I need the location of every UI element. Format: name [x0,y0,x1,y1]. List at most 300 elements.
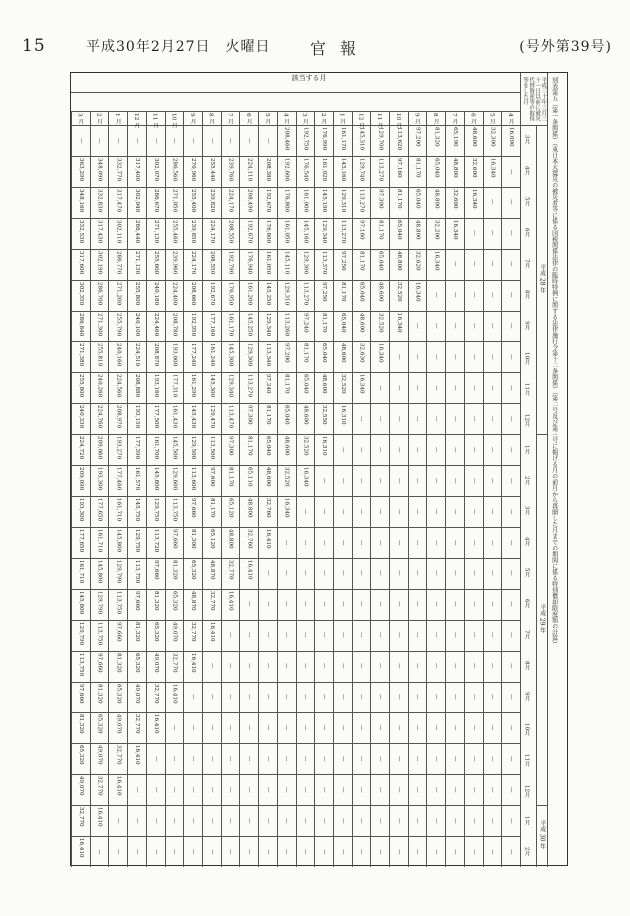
table-cell: 192,670 [265,188,272,212]
column-rule [239,111,240,867]
table-cell: — [414,354,421,360]
table-cell: 193,000 [171,343,178,367]
table-cell: — [321,632,328,638]
table-cell: 286,440 [134,219,141,243]
table-cell: 129,790 [96,590,103,614]
table-cell: — [433,384,440,391]
table-cell: 97,660 [152,559,159,580]
table-cell: — [395,848,402,855]
table-cell: — [433,292,440,298]
table-cell: — [358,601,365,607]
table-cell: 145,750 [134,498,141,522]
table-cell: 145,300 [208,374,215,398]
table-cell: — [358,632,365,638]
table-cell: 129,790 [115,559,122,583]
table-cell: 129,300 [302,250,309,274]
table-cell: — [433,570,440,577]
column-rule [71,111,72,867]
table-cell: 97,660 [96,652,103,673]
column-rule [90,111,91,867]
table-cell: — [227,632,234,638]
table-cell: — [433,632,440,638]
row-rule [71,774,520,775]
table-cell: 348,090 [96,157,103,182]
table-cell: — [246,786,253,793]
table-cell: 16,340 [302,467,309,487]
table-cell: — [339,446,346,453]
table-cell: 255,460 [171,219,178,243]
table-cell: — [227,725,234,731]
column-label: 1 月 [114,113,121,125]
table-cell: — [77,137,84,144]
table-cell: 129,750 [134,528,141,553]
row-label: 8月 [523,290,530,300]
table-cell: — [452,632,459,638]
table-cell: 16,340 [283,498,290,518]
column-rule [501,111,502,867]
table-cell: — [339,786,346,793]
table-cell: — [208,817,215,824]
column-label: 3 月 [301,113,308,125]
table-cell: — [265,786,272,793]
table-cell: — [508,694,515,700]
table-cell: 48,870 [190,590,197,611]
table-cell: 208,380 [265,157,272,182]
table-cell: 208,550 [208,250,215,274]
table-cell: — [171,786,178,793]
table-cell: — [489,786,496,793]
table-cell: 48,800 [414,219,421,240]
table-cell: 161,710 [77,559,84,583]
table-cell: — [395,415,402,422]
table-cell: 129,300 [246,343,253,367]
table-cell: — [302,663,309,669]
column-rule [483,111,484,867]
table-cell: — [489,446,496,453]
table-cell: 209,060 [96,436,103,460]
row-rule [71,805,520,806]
table-cell: — [508,786,515,793]
table-cell: 176,800 [265,219,272,243]
table-cell: — [452,384,459,391]
column-label: 1 月 [338,113,345,125]
row-label: 8月 [523,661,530,671]
column-label: 9 月 [413,113,420,125]
table-cell: 161,710 [115,498,122,522]
table-cell: — [339,508,346,515]
table-cell: — [433,354,440,360]
table-cell: — [208,786,215,793]
row-label: 3月 [523,506,530,516]
table-cell: 145,250 [246,312,253,336]
table-cell: — [358,786,365,793]
table-cell: 16,310 [339,405,346,425]
column-rule [277,111,278,867]
column-rule [183,111,184,867]
table-cell: — [321,570,328,577]
table-cell: — [265,632,272,638]
row-rule [71,589,520,590]
table-cell: 32,520 [339,374,346,394]
table-cell: 65,040 [339,312,346,333]
table-cell: 239,820 [208,188,215,212]
row-group-label: 平成 30 年 [538,820,546,850]
table-cell: — [377,508,384,515]
table-cell: — [452,323,459,329]
table-cell: — [508,477,515,484]
table-cell: 161,570 [134,467,141,491]
column-rule [389,111,390,867]
table-cell: — [414,508,421,515]
table-cell: — [265,755,272,762]
table-cell: 81,170 [339,281,346,302]
table-note-2: 平成三十年三月三十一日以前に被災代替資産等の取得等をした月 [522,77,547,121]
table-cell: 176,990 [321,127,328,151]
table-cell: — [508,539,515,546]
row-rule [71,434,520,435]
column-rule [221,111,222,867]
table-cell: — [96,848,103,855]
column-label: 8 月 [432,113,439,125]
table-cell: 65,320 [171,590,178,611]
table-cell: 48,600 [321,374,328,394]
table-cell: 224,510 [134,343,141,367]
row-rule [71,465,520,466]
column-rule [108,111,109,867]
table-cell: — [152,755,159,762]
table-cell: — [171,725,178,731]
table-cell: 286,560 [171,157,178,182]
row-rule [71,403,520,404]
column-rule [426,111,427,867]
table-cell: 240,180 [152,281,159,305]
table-cell: 286,670 [152,188,159,212]
table-cell: 81,170 [414,157,421,178]
table-cell: 208,780 [171,312,178,336]
table-cell: — [134,786,141,793]
table-cell: 81,170 [377,219,384,240]
table-cell: 16,340 [395,312,402,333]
table-cell: — [321,848,328,855]
row-label: 11月 [523,382,530,396]
table-cell: — [395,755,402,762]
table-cell: 161,050 [283,219,290,243]
table-cell: 65,040 [377,250,384,271]
table-cell: 332,830 [96,188,103,212]
table-cell: — [414,601,421,607]
table-cell: — [190,694,197,700]
table-cell: — [246,755,253,762]
table-cell: — [433,601,440,607]
table-cell: 224,170 [227,188,234,212]
table-cell: — [489,384,496,391]
table-cell: — [433,415,440,422]
table-cell: 65,040 [358,281,365,302]
table-cell: — [283,663,290,669]
table-cell: — [227,848,234,855]
table-cell: 65,120 [208,528,215,549]
table-cell: — [395,694,402,700]
table-cell: — [246,137,253,144]
table-cell: 32,760 [265,498,272,518]
table-cell: 113,270 [302,281,309,305]
table-cell: — [433,446,440,453]
table-cell: — [358,848,365,855]
table-cell: — [508,415,515,422]
column-rule [464,111,465,867]
table-cell: 81,320 [77,714,84,734]
table-cell: 177,650 [77,528,84,553]
rate-table [70,72,568,866]
table-cell: 192,950 [190,312,197,336]
table-cell: — [470,539,477,546]
table-cell: — [358,415,365,422]
table-cell: — [489,570,496,577]
table-cell: 255,810 [96,343,103,367]
table-cell: — [152,817,159,824]
row-label: 11月 [523,753,530,767]
table-cell: 113,500 [208,436,215,460]
table-cell: — [489,539,496,546]
table-cell: 97,250 [321,281,328,302]
table-cell: 32,770 [96,776,103,796]
row-label: 1月 [523,815,530,825]
table-cell: 113,600 [190,467,197,491]
column-label: 9 月 [188,113,195,125]
table-cell: 65,320 [190,559,197,580]
table-cell: 81,320 [96,683,103,704]
table-cell: 255,790 [115,312,122,336]
table-cell: 129,700 [377,127,384,151]
table-cell: — [134,817,141,824]
table-cell: — [358,755,365,762]
table-cell: — [283,817,290,824]
table-cell: — [377,477,384,484]
table-cell: 32,770 [115,745,122,765]
table-cell: 286,840 [77,312,84,336]
table-cell: — [377,817,384,824]
table-cell: — [470,261,477,267]
table-cell: 49,070 [96,745,103,765]
table-cell: 176,940 [246,250,253,274]
table-cell: 32,770 [208,590,215,611]
table-cell: 302,190 [96,250,103,274]
table-cell: — [470,786,477,793]
row-label: 2月 [523,846,530,856]
table-cell: — [283,848,290,855]
table-cell: — [321,508,328,515]
table-cell: 65,320 [77,745,84,765]
table-cell: — [358,570,365,577]
table-cell: — [321,477,328,484]
table-cell: — [489,199,496,206]
table-cell: 177,240 [190,343,197,367]
table-cell: — [339,601,346,607]
table-cell: 97,240 [302,312,309,333]
table-cell: 48,800 [246,498,253,518]
row-label: 1月 [523,444,530,454]
table-cell: 208,880 [134,374,141,398]
table-cell: — [489,817,496,824]
table-cell: 32,200 [433,219,440,240]
table-cell: 65,040 [321,343,328,363]
table-cell: — [265,663,272,669]
table-cell: 32,520 [302,436,309,456]
table-cell: — [246,663,253,669]
row-rule [71,156,520,157]
row-rule [71,712,520,713]
table-cell: — [208,755,215,762]
table-cell: — [452,725,459,731]
table-cell: — [377,663,384,669]
table-cell: 145,430 [190,405,197,429]
table-cell: 49,070 [115,714,122,734]
table-cell: 145,500 [171,436,178,460]
table-cell: 16,410 [77,838,84,858]
table-cell: — [265,694,272,700]
table-cell: — [414,725,421,731]
row-label: 6月 [523,599,530,609]
table-cell: — [433,755,440,762]
table-cell: — [265,570,272,577]
table-cell: 161,170 [339,127,346,151]
table-cell: 81,170 [283,374,290,394]
table-cell: 193,150 [134,405,141,429]
table-cell: — [452,755,459,762]
table-cell: 65,040 [414,188,421,209]
table-cell: — [377,786,384,793]
table-cell: 97,240 [265,374,272,394]
table-cell: — [489,755,496,762]
table-cell: 32,770 [171,652,178,673]
table-cell: — [470,755,477,762]
table-cell: — [470,446,477,453]
column-rule [445,111,446,867]
table-cell: 271,130 [152,219,159,243]
table-cell: — [508,199,515,206]
table-cell: — [470,415,477,422]
table-cell: — [321,601,328,607]
table-cell: 239,960 [171,250,178,274]
table-cell: — [283,632,290,638]
row-label: 4月 [523,537,530,547]
table-cell: — [470,848,477,855]
table-cell: 129,310 [339,188,346,212]
table-cell: — [508,755,515,762]
table-cell: 332,530 [77,219,84,243]
column-rule [127,111,128,867]
table-cell: — [452,539,459,546]
row-label: 7月 [523,630,530,640]
header-band-bottom [71,125,547,126]
table-cell: — [489,477,496,484]
table-cell: — [283,786,290,793]
table-cell: 16,410 [171,683,178,704]
table-cell: 145,190 [321,188,328,212]
table-cell: — [190,725,197,731]
table-cell: 239,760 [227,157,234,182]
table-cell: 255,400 [190,188,197,212]
table-cell: — [358,446,365,453]
table-cell: — [321,786,328,793]
table-cell: — [414,694,421,700]
table-cell: — [470,694,477,700]
table-cell: — [302,817,309,824]
table-cell: 271,380 [77,343,84,367]
table-cell: — [395,601,402,607]
table-cell: 48,600 [470,127,477,147]
table-cell: — [452,261,459,267]
table-cell: 177,160 [208,312,215,336]
table-cell: 48,600 [265,467,272,487]
row-rule [71,249,520,250]
table-cell: 332,770 [115,157,122,182]
table-cell: 32,550 [321,405,328,425]
table-cell: — [134,848,141,855]
column-label: 6 月 [469,113,476,125]
table-cell: 129,340 [265,312,272,336]
table-note: 別表第五（第一条関係）（東日本大震災の被災者等に係る国税関係法律の臨時特例に関する法律施行令第十二条関係）（第二号及び第三号に掲げる月の前月から再開した月までの期間に係る特別償却限度額の計算） [550,77,558,647]
table-cell: — [470,230,477,236]
table-cell: — [508,601,515,607]
table-cell: — [339,632,346,638]
table-cell: 177,310 [171,374,178,398]
table-cell: 129,790 [77,621,84,645]
table-cell: — [339,663,346,669]
table-cell: — [302,508,309,515]
table-cell: — [489,354,496,360]
table-cell: — [283,570,290,577]
table-cell: — [152,786,159,793]
table-cell: — [377,415,384,422]
table-cell: 129,340 [321,219,328,243]
table-cell: — [358,539,365,546]
table-cell: — [452,848,459,855]
column-label: 12 月 [132,113,139,129]
table-cell: 97,660 [77,683,84,704]
table-cell: 161,700 [152,436,159,460]
table-cell: 113,750 [171,498,178,522]
table-cell: — [339,725,346,731]
column-label: 2 月 [319,113,326,125]
table-cell: 145,800 [152,467,159,491]
group-rule [536,434,547,435]
table-cell: — [377,694,384,700]
table-cell: 65,110 [246,467,253,487]
table-cell: 113,750 [115,590,122,614]
table-cell: — [433,508,440,515]
table-cell: — [302,848,309,855]
table-cell: 16,410 [134,745,141,765]
table-cell: 97,300 [246,405,253,425]
table-cell: — [115,137,122,144]
table-cell: 177,500 [152,405,159,429]
table-cell: — [414,415,421,422]
table-cell: — [508,632,515,638]
table-cell: 161,430 [171,405,178,429]
table-cell: 161,020 [321,157,328,182]
table-cell: — [115,848,122,855]
table-cell: — [152,137,159,144]
table-cell: — [171,817,178,824]
column-label: 12 月 [357,113,364,129]
table-cell: — [227,755,234,762]
column-label: 2 月 [95,113,102,125]
table-cell: — [246,632,253,638]
table-cell: 113,370 [321,250,328,274]
column-label: 6 月 [245,113,252,125]
row-rule [71,743,520,744]
